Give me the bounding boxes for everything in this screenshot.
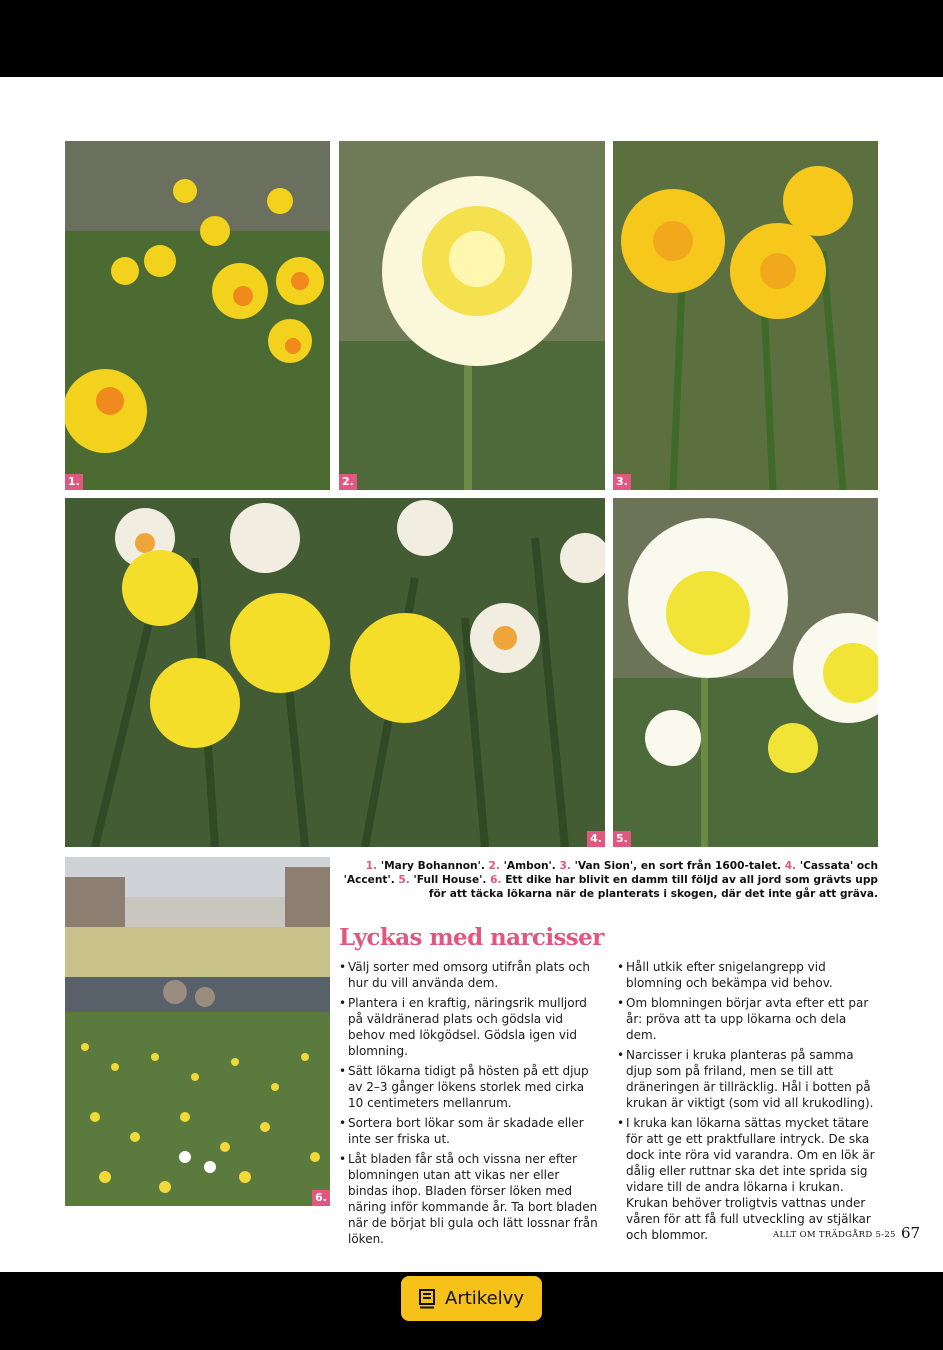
caption-number: 3. — [559, 860, 571, 872]
caption-number: 4. — [784, 860, 797, 872]
caption-text: 'Cassata' och 'Accent'. — [343, 860, 878, 886]
tips-list-right — [617, 959, 879, 1247]
photo-mary-bohannon — [65, 141, 330, 490]
caption-text: 'Full House'. — [409, 874, 491, 886]
list-item: • I kruka kan lökarna sättas mycket tätare för att ge ett praktfullare intryck. De ska dock inte röra vid varandra. Om en lök är dålig eller ruttnar ska det inte sprida sig vidare till de andra lökarna i krukan. Krukan behöver troligtvis vattnas under våren för att få full utveckling av stjälkar och blommor. — [617, 1115, 879, 1243]
photo-van-sion — [613, 141, 878, 490]
pond-meadow-image — [65, 857, 330, 1206]
full-house-daffodil-image — [613, 498, 878, 847]
caption-text: Ett dike har blivit en damm till följd av all jord som grävts upp för att täcka lökarna när de planterats i skogen, där det inte går att gräva. — [428, 874, 878, 900]
photo-number: 1. — [65, 474, 83, 490]
article-view-label: Artikelvy — [445, 1288, 524, 1309]
photo-number: 4. — [587, 831, 605, 847]
photo-caption — [340, 859, 878, 901]
list-item: • Sätt lökarna tidigt på hösten på ett djup av 2–3 gånger lökens storlek med cirka 10 centimeters mellanrum. — [339, 1063, 601, 1111]
photo-cassata-accent — [65, 498, 605, 847]
document-icon — [419, 1289, 435, 1309]
tips-list-left — [339, 959, 601, 1251]
caption-number: 2. — [488, 860, 500, 872]
cassata-accent-daffodils-image — [65, 498, 605, 847]
photo-pond-meadow — [65, 857, 330, 1206]
top-bar — [0, 0, 943, 77]
double-daffodil-image — [339, 141, 605, 490]
article-headline: Lyckas med narcisser — [339, 924, 604, 951]
caption-number: 5. — [398, 874, 410, 886]
list-item: • Sortera bort lökar som är skadade eller inte ser friska ut. — [339, 1115, 601, 1147]
list-item: • Plantera i en kraftig, näringsrik mulljord på väldränerad plats och gödsla vid behov med lökgödsel. Gödsla igen vid blomning. — [339, 995, 601, 1059]
daffodil-field-image — [65, 141, 330, 490]
caption-number: 1. — [365, 860, 378, 872]
caption-text: 'Mary Bohannon'. — [377, 860, 489, 872]
photo-number: 3. — [613, 474, 631, 490]
magazine-footer: ALLT OM TRÄDGÅRD 5-25 — [773, 1230, 896, 1240]
caption-number: 6. — [490, 874, 502, 886]
caption-text: 'Van Sion', en sort från 1600-talet. — [570, 860, 785, 872]
list-item: • Låt bladen får stå och vissna ner efter blomningen utan att vikas ner eller bindas ihop. Bladen förser löken med näring inför kommande år. Ta bort bladen när de börjat bli gula och lätt lossnar från löken. — [339, 1151, 601, 1247]
list-item: • Narcisser i kruka planteras på samma djup som på friland, men se till att dräneringen är tillräcklig. Hål i botten på krukan är viktigt (som vid all krukodling). — [617, 1047, 879, 1111]
list-item: • Om blomningen börjar avta efter ett par år: pröva att ta upp lökarna och dela dem. — [617, 995, 879, 1043]
page-number: 67 — [901, 1224, 921, 1242]
photo-number: 5. — [613, 831, 631, 847]
magazine-page — [0, 77, 943, 1272]
list-item: • Håll utkik efter snigelangrepp vid blomning och bekämpa vid behov. — [617, 959, 879, 991]
photo-full-house — [613, 498, 878, 847]
photo-ambon — [339, 141, 605, 490]
list-item: • Välj sorter med omsorg utifrån plats och hur du vill använda dem. — [339, 959, 601, 991]
van-sion-daffodil-image — [613, 141, 878, 490]
caption-text: 'Ambon'. — [499, 860, 560, 872]
article-view-button[interactable] — [401, 1276, 542, 1321]
photo-number: 2. — [339, 474, 357, 490]
photo-number: 6. — [312, 1190, 330, 1206]
